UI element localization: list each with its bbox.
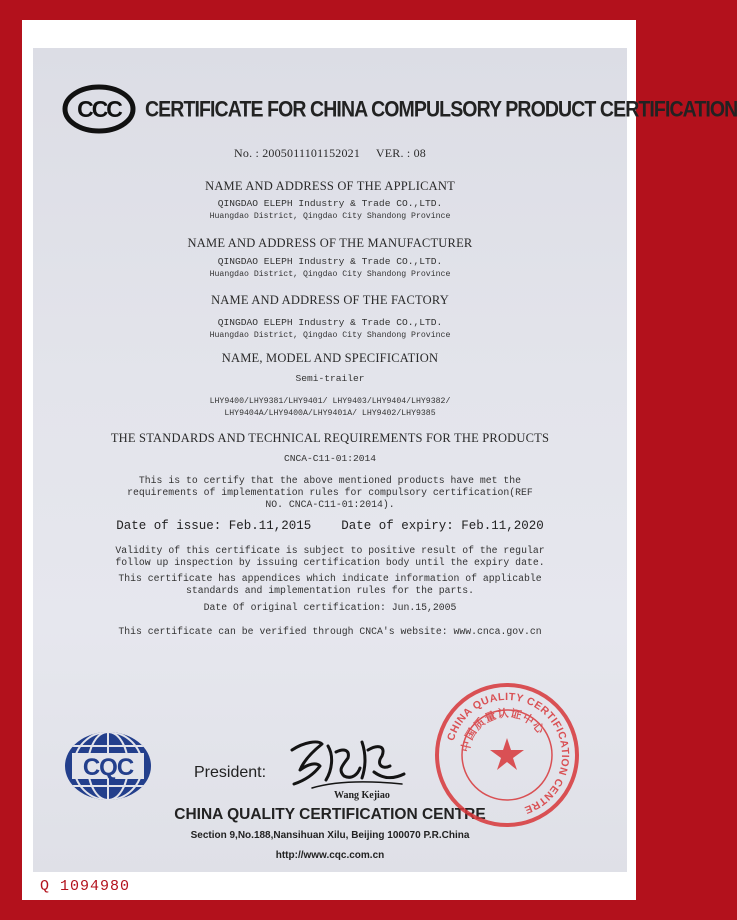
centre-address: Section 9,No.188,Nansihuan Xilu, Beijing 100070 P.R.China: [190, 830, 470, 841]
validity-line-2: follow up inspection by issuing certification body until the expiry date.: [115, 557, 545, 568]
president-label: President:: [194, 764, 267, 781]
factory-address: Huangdao District, Qingdao City Shandong Province: [209, 331, 451, 340]
cqc-logo-icon: [62, 728, 154, 804]
standards-code: CNCA-C11-01:2014: [283, 453, 377, 464]
certificate-number: No. : 2005011101152021 VER. : 08: [234, 146, 426, 160]
manufacturer-address: Huangdao District, Qingdao City Shandong Province: [209, 270, 451, 279]
certify-line-2: requirements of implementation rules for compulsory certification(REF: [127, 487, 533, 498]
signer-name: Wang Kejiao: [334, 790, 390, 801]
official-seal-icon: [432, 680, 582, 830]
svg-text:CHINA QUALITY CERTIFICATION CE: CHINA QUALITY CERTIFICATION CENTRE: [445, 690, 572, 816]
issue-expiry-dates: Date of issue: Feb.11,2015 Date of expiry: Feb.11,2020: [116, 519, 544, 533]
issuing-centre-name: CHINA QUALITY CERTIFICATION CENTRE: [174, 806, 486, 823]
factory-heading: NAME AND ADDRESS OF THE FACTORY: [211, 293, 449, 307]
standards-heading: THE STANDARDS AND TECHNICAL REQUIREMENTS FOR THE PRODUCTS: [110, 431, 550, 445]
applicant-address: Huangdao District, Qingdao City Shandong Province: [209, 212, 451, 221]
svg-text:中国质量认证中心: 中国质量认证中心: [458, 706, 548, 754]
product-models-2: LHY9404A/LHY9400A/LHY9401A/ LHY9402/LHY9385: [224, 409, 436, 418]
verify-website: This certificate can be verified through CNCA's website: www.cnca.gov.cn: [118, 626, 542, 637]
signature-icon: [282, 730, 412, 792]
certify-line-3: NO. CNCA-C11-01:2014).: [265, 499, 395, 510]
product-heading: NAME, MODEL AND SPECIFICATION: [221, 351, 439, 365]
product-models-1: LHY9400/LHY9381/LHY9401/ LHY9403/LHY9404/LHY9382/: [209, 397, 451, 406]
applicant-name: QINGDAO ELEPH Industry & Trade CO.,LTD.: [217, 198, 443, 209]
certify-line-1: This is to certify that the above mentioned products have met the: [138, 475, 522, 486]
certificate-title: CERTIFICATE FOR CHINA COMPULSORY PRODUCT CERTIFICATION: [145, 97, 737, 123]
svg-text:CCC: CCC: [77, 96, 121, 122]
validity-line-4: standards and implementation rules for the parts.: [185, 585, 475, 596]
serial-number: Q 1094980: [40, 878, 131, 895]
product-name: Semi-trailer: [295, 373, 365, 384]
factory-name: QINGDAO ELEPH Industry & Trade CO.,LTD.: [217, 317, 443, 328]
svg-text:CQC: CQC: [82, 754, 134, 781]
manufacturer-name: QINGDAO ELEPH Industry & Trade CO.,LTD.: [217, 256, 443, 267]
centre-website: http://www.cqc.com.cn: [275, 850, 385, 861]
validity-line-3: This certificate has appendices which indicate information of applicable: [118, 573, 542, 584]
original-certification-date: Date Of original certification: Jun.15,2005: [203, 602, 457, 613]
manufacturer-heading: NAME AND ADDRESS OF THE MANUFACTURER: [187, 236, 473, 250]
ccc-logo-icon: [62, 84, 136, 134]
applicant-heading: NAME AND ADDRESS OF THE APPLICANT: [205, 179, 455, 193]
validity-line-1: Validity of this certificate is subject to positive result of the regular: [115, 545, 545, 556]
